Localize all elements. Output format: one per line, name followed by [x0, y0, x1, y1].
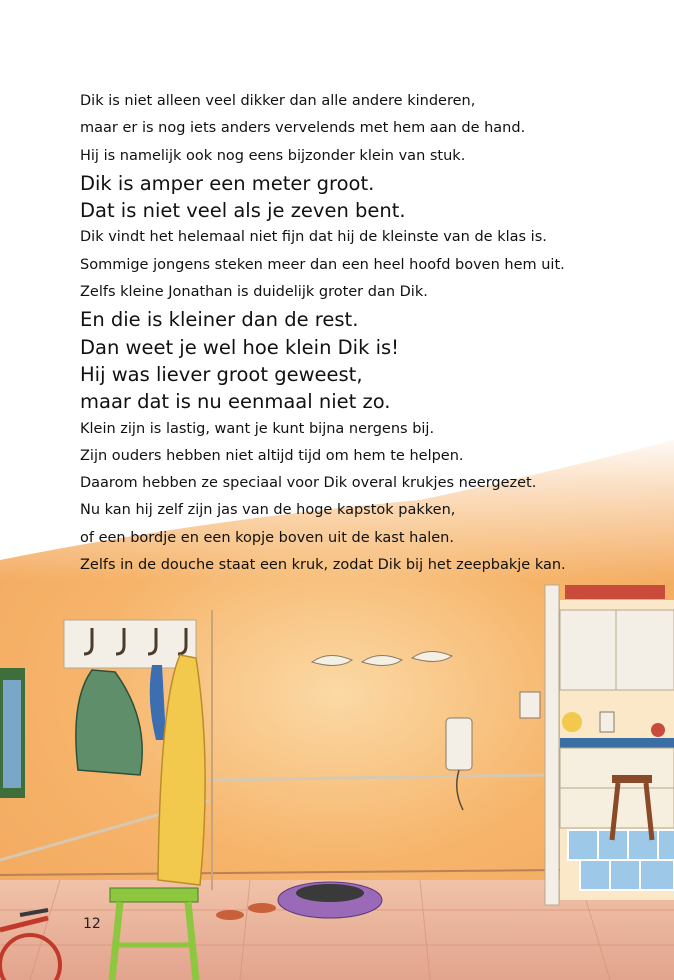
story-line: maar er is nog iets anders vervelends met hem aan de hand. — [80, 120, 526, 137]
story-line: Klein zijn is lastig, want je kunt bijna nergens bij. — [80, 420, 435, 437]
story-line: Zelfs kleine Jonathan is duidelijk groter dan Dik. — [80, 284, 428, 301]
story-line: Dik is amper een meter groot. — [80, 171, 375, 195]
page-number: 12 — [83, 916, 101, 932]
story-line: Daarom hebben ze speciaal voor Dik overal krukjes neergezet. — [80, 475, 537, 492]
story-line: maar dat is nu eenmaal niet zo. — [80, 390, 391, 414]
story-line: Hij was liever groot geweest, — [80, 362, 363, 386]
story-line: Zelfs in de douche staat een kruk, zodat Dik bij het zeepbakje kan. — [80, 557, 566, 574]
story-line: Dan weet je wel hoe klein Dik is! — [80, 335, 399, 359]
story-line: Sommige jongens steken meer dan een heel hoofd boven hem uit. — [80, 256, 565, 273]
story-line: En die is kleiner dan de rest. — [80, 308, 359, 332]
story-line: Hij is namelijk ook nog eens bijzonder klein van stuk. — [80, 147, 466, 164]
story-line: Dik vindt het helemaal niet fijn dat hij de kleinste van de klas is. — [80, 229, 547, 246]
story-line: Zijn ouders hebben niet altijd tijd om hem te helpen. — [80, 447, 464, 464]
story-line: of een bordje en een kopje boven uit de kast halen. — [80, 529, 454, 546]
story-text — [80, 88, 650, 579]
story-line: Nu kan hij zelf zijn jas van de hoge kapstok pakken, — [80, 502, 456, 519]
story-line: Dik is niet alleen veel dikker dan alle andere kinderen, — [80, 93, 476, 109]
story-line: Dat is niet veel als je zeven bent. — [80, 199, 406, 223]
